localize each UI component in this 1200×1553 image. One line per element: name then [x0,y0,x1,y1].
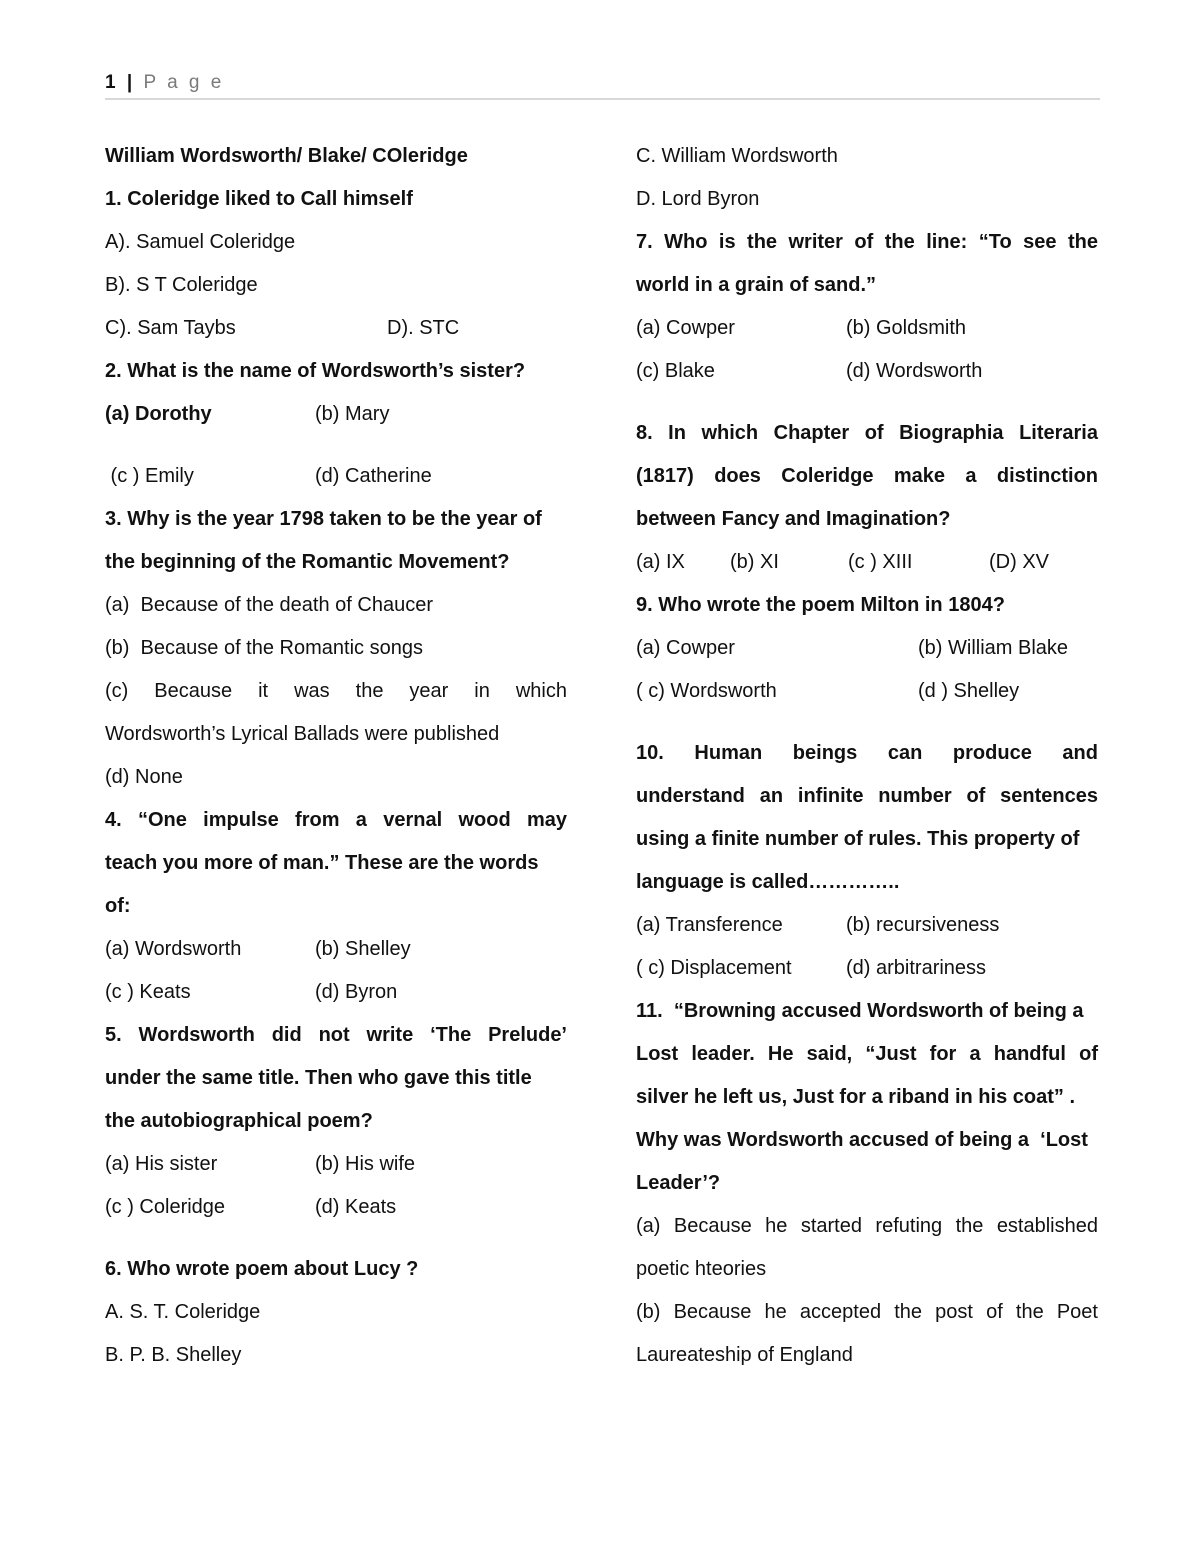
q4-option-c: (c ) Keats [105,981,191,1003]
q3-option-b: (b) Because of the Romantic songs [105,637,423,659]
page-label: P a g e [143,72,225,93]
header-separator: | [126,72,134,93]
question-7-line-1: 7. Who is the writer of the line: “To see the [636,231,1098,253]
left-column [105,142,567,1384]
question-5-line-3: the autobiographical poem? [105,1110,373,1132]
q1-option-c: C). Sam Taybs [105,317,236,339]
q11-option-a-line-2: poetic hteories [636,1258,767,1280]
question-10-line-3: using a finite number of rules. This property of [636,828,1080,850]
q2-option-a: (a) Dorothy [105,403,212,425]
question-6: 6. Who wrote poem about Lucy ? [105,1258,419,1280]
document-title: William Wordsworth/ Blake/ COleridge [105,145,468,167]
page-header [105,72,224,94]
q1-option-a: A). Samuel Coleridge [105,231,296,253]
question-11-line-2: Lost leader. He said, “Just for a handful of [636,1043,1098,1065]
q9-option-d: (d ) Shelley [918,680,1020,702]
question-10-line-4: language is called………….. [636,871,900,893]
question-4-line-3: of: [105,895,131,917]
q7-option-a: (a) Cowper [636,317,735,339]
q3-option-c-line-2: Wordsworth’s Lyrical Ballads were published [105,723,500,745]
question-11-line-1: 11. “Browning accused Wordsworth of being a [636,1000,1084,1022]
q1-option-b: B). S T Coleridge [105,274,258,296]
q10-options-cd [636,954,1098,997]
q6-option-d: D. Lord Byron [636,188,760,210]
header-rule [105,98,1100,100]
q2-option-d: (d) Catherine [315,465,432,487]
q6-option-c: C. William Wordsworth [636,145,838,167]
q2-option-b: (b) Mary [315,403,390,425]
q1-option-d: D). STC [387,317,460,339]
q4-options-ab [105,935,567,978]
question-8-line-2: (1817) does Coleridge make a distinction [636,465,1098,487]
q8-options [636,548,1098,591]
q4-option-b: (b) Shelley [315,938,411,960]
q9-option-c: ( c) Wordsworth [636,680,777,702]
q4-options-cd [105,978,567,1021]
q11-option-b-line-1: (b) Because he accepted the post of the Poet [636,1301,1098,1323]
q6-option-a: A. S. T. Coleridge [105,1301,261,1323]
q2-option-c: (c ) Emily [105,465,194,487]
question-11-line-5: Leader’? [636,1172,721,1194]
q7-options-cd [636,357,1098,400]
q7-option-b: (b) Goldsmith [846,317,967,339]
q8-option-d: (D) XV [989,551,1049,573]
question-8-line-3: between Fancy and Imagination? [636,508,951,530]
question-3-line-2: the beginning of the Romantic Movement? [105,551,510,573]
question-9: 9. Who wrote the poem Milton in 1804? [636,594,1005,616]
q2-options-cd [105,462,567,505]
q6-option-b: B. P. B. Shelley [105,1344,242,1366]
q2-options-ab [105,400,567,443]
q10-option-b: (b) recursiveness [846,914,1000,936]
q9-options-cd [636,677,1098,720]
question-5-line-1: 5. Wordsworth did not write ‘The Prelude’ [105,1024,567,1046]
question-1: 1. Coleridge liked to Call himself [105,188,413,210]
question-7-line-2: world in a grain of sand.” [636,274,877,296]
q9-option-b: (b) William Blake [918,637,1069,659]
question-10-line-2: understand an infinite number of sentences [636,785,1098,807]
q9-options-ab [636,634,1098,677]
question-3-line-1: 3. Why is the year 1798 taken to be the year of [105,508,542,530]
q3-option-c-line-1: (c) Because it was the year in which [105,680,567,702]
q5-option-a: (a) His sister [105,1153,218,1175]
q8-option-c: (c ) XIII [848,551,913,573]
q5-option-b: (b) His wife [315,1153,416,1175]
q7-option-d: (d) Wordsworth [846,360,983,382]
q10-options-ab [636,911,1098,954]
q5-option-d: (d) Keats [315,1196,397,1218]
q9-option-a: (a) Cowper [636,637,735,659]
q5-options-cd [105,1193,567,1236]
q10-option-d: (d) arbitrariness [846,957,987,979]
q8-option-a: (a) IX [636,551,685,573]
q10-option-a: (a) Transference [636,914,783,936]
question-4-line-1: 4. “One impulse from a vernal wood may [105,809,567,831]
q5-options-ab [105,1150,567,1193]
question-5-line-2: under the same title. Then who gave this title [105,1067,532,1089]
question-11-line-3: silver he left us, Just for a riband in his coat” . [636,1086,1075,1108]
question-10-line-1: 10. Human beings can produce and [636,742,1098,764]
question-11-line-4: Why was Wordsworth accused of being a ‘Lost [636,1129,1088,1151]
page-number: 1 [105,72,117,93]
q3-option-a: (a) Because of the death of Chaucer [105,594,433,616]
question-4-line-2: teach you more of man.” These are the words [105,852,539,874]
q4-option-d: (d) Byron [315,981,398,1003]
q7-options-ab [636,314,1098,357]
q7-option-c: (c) Blake [636,360,715,382]
right-column [636,142,1098,1384]
q10-option-c: ( c) Displacement [636,957,792,979]
q5-option-c: (c ) Coleridge [105,1196,226,1218]
q3-option-d: (d) None [105,766,183,788]
q8-option-b: (b) XI [730,551,779,573]
question-2: 2. What is the name of Wordsworth’s sister? [105,360,526,382]
q4-option-a: (a) Wordsworth [105,938,242,960]
question-8-line-1: 8. In which Chapter of Biographia Literaria [636,422,1098,444]
q1-options-cd [105,314,567,357]
q11-option-a-line-1: (a) Because he started refuting the established [636,1215,1098,1237]
q11-option-b-line-2: Laureateship of England [636,1344,853,1366]
